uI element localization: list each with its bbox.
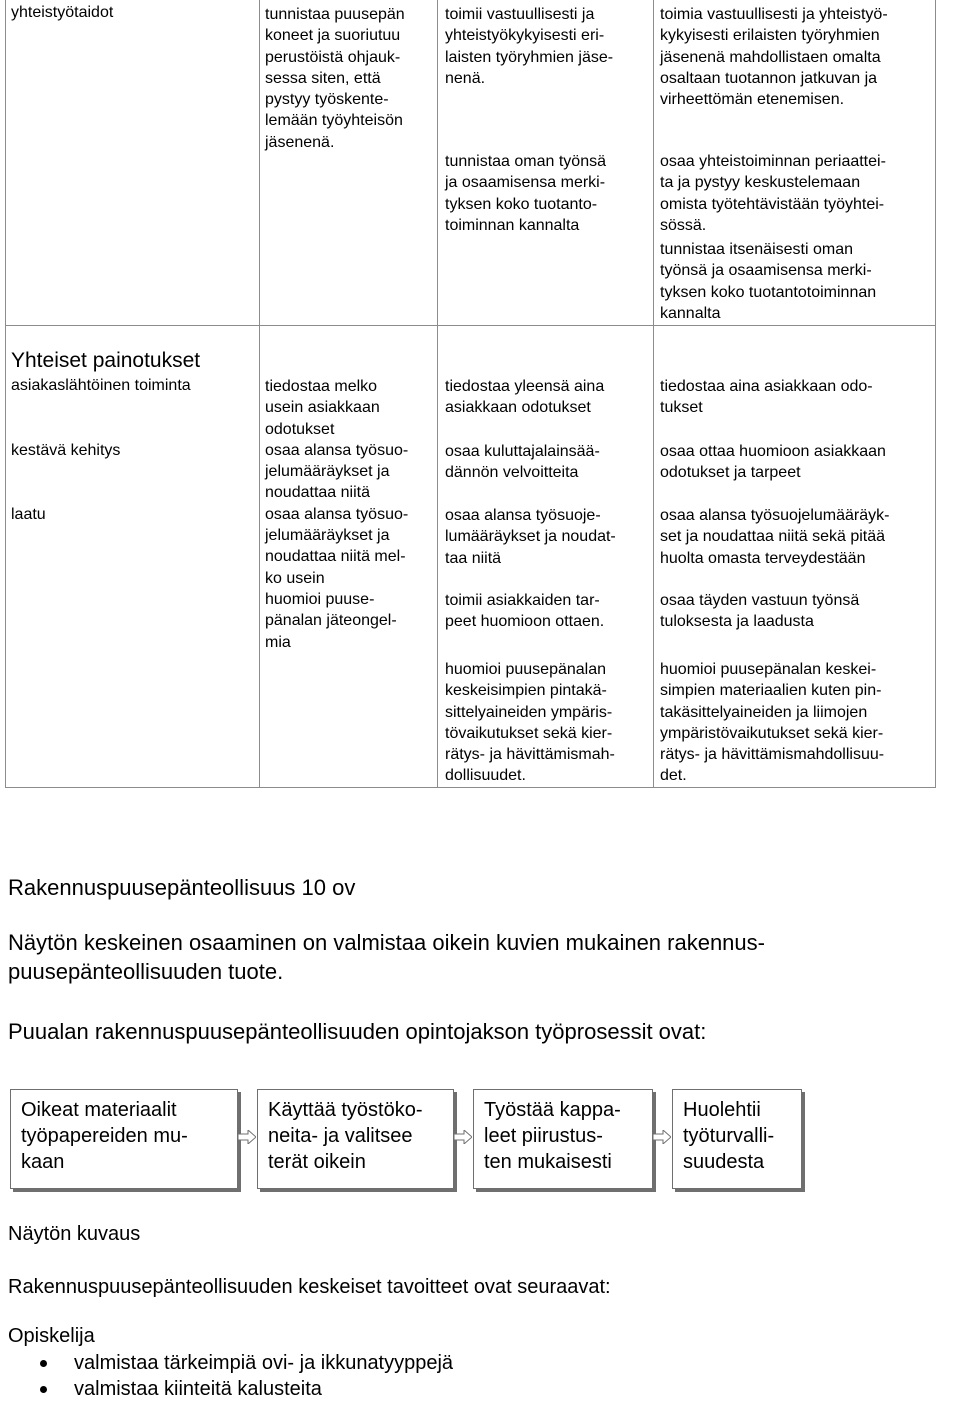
table-border-left [5, 0, 6, 787]
list-item-text: valmistaa kiinteitä kalusteita [74, 1378, 322, 1400]
section-title: Rakennuspuusepänteollisuus 10 ov [8, 875, 356, 900]
row1-col3-text-a: toimia vastuullisesti ja yhteistyö- kykyisesti erilaisten työryhmien jäsenenä mahdollistaen omalta osaltaan tuotannon jatkuvan ja virheettömän etenemisen. [660, 6, 888, 109]
row1-col1-text: tunnistaa puusepän koneet ja suoriutuu perustöistä ohjauk- sessa siten, että pystyy työskente- lemään työyhteisön jäsenenä. [265, 6, 405, 151]
row2-col3-text-d: osaa täyden vastuun työnsä tuloksesta ja laadusta [660, 592, 860, 631]
process-step-3: Työstää kappa- leet piirustus- ten mukaisesti [473, 1089, 653, 1189]
process-step-1: Oikeat materiaalit työpapereiden mu- kaan [10, 1089, 238, 1189]
table-divider-3 [653, 0, 654, 787]
table-divider-1 [259, 0, 260, 787]
processes-heading: Puualan rakennuspuusepänteollisuuden opintojakson työprosessit ovat: [8, 1019, 707, 1044]
row2-col1-text: tiedostaa melko usein asiakkaan odotukset osaa alansa työsuo- jelumääräykset ja noudattaa niitä osaa alansa työsuo- jelumääräykset ja noudattaa niitä mel- ko usein huomioi puuse- pänalan jäteongel- mia [265, 378, 409, 651]
row1-col2-text-a: toimii vastuullisesti ja yhteistyökykyisesti eri- laisten työryhmien jäse- nenä. [445, 6, 614, 87]
row2-label-laatu: laatu [11, 506, 46, 523]
description-heading: Näytön kuvaus [8, 1223, 141, 1245]
list-item-text: valmistaa tärkeimpiä ovi- ja ikkunatyyppejä [74, 1352, 454, 1374]
row-label-yhteistyotaidot: yhteistyötaidot [11, 4, 114, 21]
row1-col2-text-b: tunnistaa oman työnsä ja osaamisensa merki- tyksen koko tuotanto- toiminnan kannalta [445, 153, 606, 234]
goals-text: Rakennuspuusepänteollisuuden keskeiset tavoitteet ovat seuraavat: [8, 1276, 611, 1298]
table-divider-2 [437, 0, 438, 787]
core-competence-text: Näytön keskeinen osaaminen on valmistaa oikein kuvien mukainen rakennus- puusepänteollisuuden tuote. [8, 930, 765, 984]
row2-col2-text-d: toimii asiakkaiden tar- peet huomioon ottaen. [445, 592, 605, 631]
process-step-4: Huolehtii työturvalli- suudesta [672, 1089, 802, 1189]
row2-col3-text-a: tiedostaa aina asiakkaan odo- tukset [660, 378, 873, 417]
row2-heading: Yhteiset painotukset [11, 349, 201, 372]
table-border-right [935, 0, 936, 787]
row2-label-kestava-kehitys: kestävä kehitys [11, 442, 121, 459]
row1-col3-text-c: tunnistaa itsenäisesti oman työnsä ja osaamisensa merki- tyksen koko tuotantotoiminnan kannalta [660, 241, 877, 322]
row2-col3-text-b: osaa ottaa huomioon asiakkaan odotukset ja tarpeet [660, 443, 886, 482]
row2-col2-text-e: huomioi puusepänalan keskeisimpien pintakä- sittelyaineiden ympäris- tövaikutukset sekä kier- rätys- ja hävittämismah- dollisuudet. [445, 661, 615, 785]
row2-col2-text-a: tiedostaa yleensä aina asiakkaan odotukset [445, 378, 605, 417]
row2-col3-text-c: osaa alansa työsuojelumääräyk- set ja noudattaa niitä sekä pitää huolta omasta terveydestään [660, 507, 890, 567]
bullet-icon [40, 1360, 47, 1367]
process-step-2: Käyttää työstöko- neita- ja valitsee terät oikein [257, 1089, 454, 1189]
table-border-bottom [5, 787, 936, 788]
arrow-right-icon [454, 1130, 472, 1144]
row1-col3-text-b: osaa yhteistoiminnan periaattei- ta ja pystyy keskustelemaan omista työtehtävistään työyhtei- sössä. [660, 153, 886, 234]
arrow-right-icon [653, 1130, 671, 1144]
arrow-right-icon [238, 1130, 256, 1144]
row2-col3-text-e: huomioi puusepänalan keskei- simpien materiaalien kuten pin- takäsittelyaineiden ja liimojen ympäristövaikutukset sekä kier- rätys- ja hävittämismahdollisuu- det. [660, 661, 885, 785]
student-label: Opiskelija [8, 1325, 95, 1347]
row2-col2-text-b: osaa kuluttajalainsää- dännön velvoitteita [445, 443, 600, 482]
bullet-icon [40, 1386, 47, 1393]
row2-label-asiakaslahtoinen: asiakaslähtöinen toiminta [11, 377, 191, 394]
row2-col2-text-c: osaa alansa työsuoje- lumääräykset ja noudat- taa niitä [445, 507, 616, 567]
table-row-divider [5, 325, 936, 326]
